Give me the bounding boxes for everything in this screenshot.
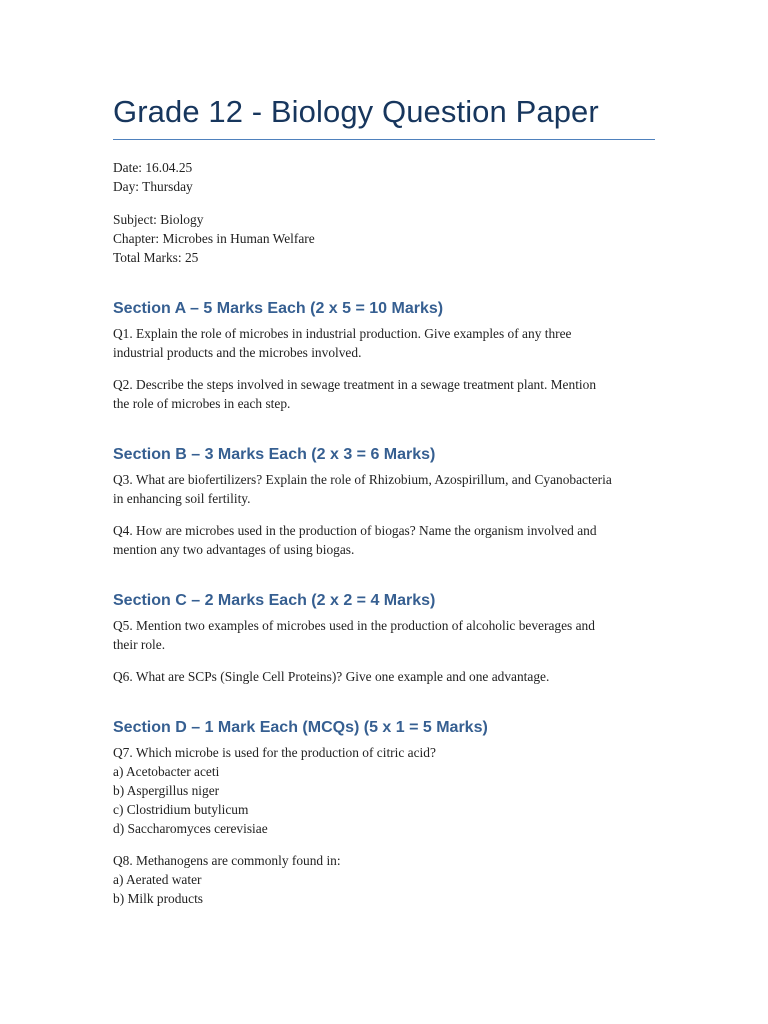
question-q1 — [113, 324, 655, 362]
question-line: in enhancing soil fertility. — [113, 491, 251, 506]
day-text: Day: Thursday — [113, 179, 193, 194]
question-q3 — [113, 470, 655, 508]
mcq-option: d) Saccharomyces cerevisiae — [113, 821, 268, 836]
total-marks-text: Total Marks: 25 — [113, 250, 199, 265]
mcq-option: a) Aerated water — [113, 872, 202, 887]
question-line: Q3. What are biofertilizers? Explain the role of Rhizobium, Azospirillum, and Cyanobacteria — [113, 472, 612, 487]
mcq-option: b) Aspergillus niger — [113, 783, 220, 798]
subject-block — [113, 210, 655, 267]
subject-text: Subject: Biology — [113, 212, 204, 227]
section-a-heading: Section A – 5 Marks Each (2 x 5 = 10 Marks) — [113, 300, 444, 317]
section-b-heading: Section B – 3 Marks Each (2 x 3 = 6 Marks) — [113, 446, 436, 463]
page-title: Grade 12 - Biology Question Paper — [113, 94, 599, 129]
question-text: Q7. Which microbe is used for the production of citric acid? — [113, 745, 436, 760]
mcq-option: b) Milk products — [113, 891, 204, 906]
question-line: Q6. What are SCPs (Single Cell Proteins)? Give one example and one advantage. — [113, 669, 550, 684]
question-q5 — [113, 616, 655, 654]
question-line: Q5. Mention two examples of microbes used in the production of alcoholic beverages and — [113, 618, 595, 633]
question-line: the role of microbes in each step. — [113, 396, 291, 411]
chapter-text: Chapter: Microbes in Human Welfare — [113, 231, 315, 246]
question-line: industrial products and the microbes involved. — [113, 345, 362, 360]
section-d-heading: Section D – 1 Mark Each (MCQs) (5 x 1 = 5 Marks) — [113, 719, 488, 736]
question-line: Q1. Explain the role of microbes in industrial production. Give examples of any three — [113, 326, 572, 341]
mcq-option: c) Clostridium butylicum — [113, 802, 249, 817]
question-line: Q2. Describe the steps involved in sewage treatment in a sewage treatment plant. Mention — [113, 377, 597, 392]
date-block — [113, 158, 655, 196]
question-line: their role. — [113, 637, 166, 652]
question-q2 — [113, 375, 655, 413]
question-q7 — [113, 743, 655, 838]
question-q8 — [113, 851, 655, 908]
question-line: Q4. How are microbes used in the production of biogas? Name the organism involved and — [113, 523, 597, 538]
question-line: mention any two advantages of using biogas. — [113, 542, 355, 557]
question-text: Q8. Methanogens are commonly found in: — [113, 853, 341, 868]
mcq-option: a) Acetobacter aceti — [113, 764, 220, 779]
section-c-heading: Section C – 2 Marks Each (2 x 2 = 4 Marks) — [113, 592, 436, 609]
title-divider — [113, 139, 655, 140]
question-q4 — [113, 521, 655, 559]
question-q6 — [113, 667, 655, 686]
date-text: Date: 16.04.25 — [113, 160, 193, 175]
